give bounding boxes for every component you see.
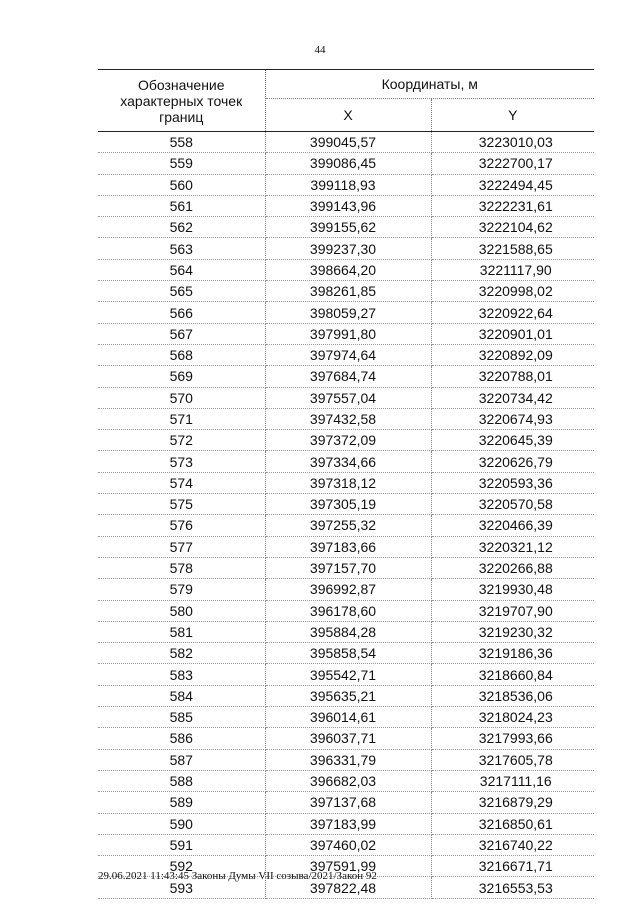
y-cell: 3220466,39: [431, 515, 594, 536]
y-cell: 3219707,90: [431, 600, 594, 621]
point-cell: 580: [98, 600, 265, 621]
coordinates-column-header: Координаты, м: [265, 70, 594, 99]
y-cell: 3220892,09: [431, 344, 594, 365]
point-cell: 590: [98, 813, 265, 834]
table-row: [98, 281, 594, 302]
table-row: [98, 132, 594, 153]
x-cell: 397137,68: [265, 792, 431, 813]
x-cell: 398261,85: [265, 281, 431, 302]
x-cell: 396178,60: [265, 600, 431, 621]
point-cell: 576: [98, 515, 265, 536]
table-row: [98, 643, 594, 664]
x-cell: 397684,74: [265, 366, 431, 387]
point-cell: 587: [98, 749, 265, 770]
x-cell: 399143,96: [265, 195, 431, 216]
x-cell: 397372,09: [265, 430, 431, 451]
table-row: [98, 472, 594, 493]
point-cell: 564: [98, 259, 265, 280]
table-row: [98, 749, 594, 770]
table-row: [98, 621, 594, 642]
point-cell: 593: [98, 877, 265, 898]
x-cell: 395635,21: [265, 685, 431, 706]
y-cell: 3220788,01: [431, 366, 594, 387]
table-row: [98, 664, 594, 685]
table-row: [98, 536, 594, 557]
y-cell: 3218024,23: [431, 707, 594, 728]
y-cell: 3216850,61: [431, 813, 594, 834]
x-cell: 397974,64: [265, 344, 431, 365]
y-cell: 3219186,36: [431, 643, 594, 664]
coordinates-table: [98, 69, 594, 899]
x-cell: 397822,48: [265, 877, 431, 898]
point-cell: 579: [98, 579, 265, 600]
x-cell: 397255,32: [265, 515, 431, 536]
point-cell: 585: [98, 707, 265, 728]
x-cell: 395884,28: [265, 621, 431, 642]
y-cell: 3220321,12: [431, 536, 594, 557]
table-row: [98, 600, 594, 621]
point-cell: 567: [98, 323, 265, 344]
point-cell: 570: [98, 387, 265, 408]
x-cell: 398059,27: [265, 302, 431, 323]
point-cell: 568: [98, 344, 265, 365]
point-cell: 582: [98, 643, 265, 664]
table-row: [98, 579, 594, 600]
point-cell: 569: [98, 366, 265, 387]
x-cell: 395858,54: [265, 643, 431, 664]
x-cell: 397460,02: [265, 834, 431, 855]
x-cell: 397991,80: [265, 323, 431, 344]
y-cell: 3220674,93: [431, 408, 594, 429]
y-cell: 3217111,16: [431, 770, 594, 791]
table-row: [98, 707, 594, 728]
y-column-header: Y: [431, 99, 594, 132]
x-cell: 396682,03: [265, 770, 431, 791]
point-cell: 581: [98, 621, 265, 642]
y-cell: 3217993,66: [431, 728, 594, 749]
x-cell: 396014,61: [265, 707, 431, 728]
x-cell: 396331,79: [265, 749, 431, 770]
table-row: [98, 344, 594, 365]
table-row: [98, 195, 594, 216]
y-cell: 3222700,17: [431, 153, 594, 174]
point-cell: 577: [98, 536, 265, 557]
table-row: [98, 217, 594, 238]
point-cell: 558: [98, 132, 265, 153]
x-cell: 397334,66: [265, 451, 431, 472]
y-cell: 3220998,02: [431, 281, 594, 302]
y-cell: 3217605,78: [431, 749, 594, 770]
footer-stamp: 29.06.2021 11:43:45 Законы Думы VII созыва/2021/Закон 92: [98, 870, 377, 882]
table-row: [98, 259, 594, 280]
table-row: [98, 792, 594, 813]
point-cell: 575: [98, 494, 265, 515]
y-cell: 3221588,65: [431, 238, 594, 259]
point-cell: 561: [98, 195, 265, 216]
y-cell: 3218536,06: [431, 685, 594, 706]
table-row: [98, 174, 594, 195]
point-cell: 572: [98, 430, 265, 451]
table-row: [98, 685, 594, 706]
point-cell: 583: [98, 664, 265, 685]
table-row: [98, 408, 594, 429]
y-cell: 3220266,88: [431, 557, 594, 578]
x-cell: 399086,45: [265, 153, 431, 174]
x-cell: 397591,99: [265, 856, 431, 877]
y-cell: 3220570,58: [431, 494, 594, 515]
table-row: [98, 451, 594, 472]
table-row: [98, 366, 594, 387]
x-cell: 399118,93: [265, 174, 431, 195]
x-cell: 397183,66: [265, 536, 431, 557]
point-cell: 591: [98, 834, 265, 855]
point-cell: 592: [98, 856, 265, 877]
y-cell: 3220626,79: [431, 451, 594, 472]
point-cell: 559: [98, 153, 265, 174]
point-cell: 560: [98, 174, 265, 195]
table-row: [98, 238, 594, 259]
point-cell: 584: [98, 685, 265, 706]
point-cell: 589: [98, 792, 265, 813]
y-cell: 3216553,53: [431, 877, 594, 898]
y-cell: 3216740,22: [431, 834, 594, 855]
y-cell: 3218660,84: [431, 664, 594, 685]
table-row: [98, 153, 594, 174]
point-cell: 574: [98, 472, 265, 493]
y-cell: 3219930,48: [431, 579, 594, 600]
y-cell: 3220734,42: [431, 387, 594, 408]
table-body: [98, 132, 594, 899]
point-cell: 562: [98, 217, 265, 238]
table-row: [98, 557, 594, 578]
y-cell: 3219230,32: [431, 621, 594, 642]
x-cell: 397557,04: [265, 387, 431, 408]
y-cell: 3223010,03: [431, 132, 594, 153]
x-column-header: X: [265, 99, 431, 132]
x-cell: 397183,99: [265, 813, 431, 834]
y-cell: 3222494,45: [431, 174, 594, 195]
table-row: [98, 770, 594, 791]
x-cell: 397318,12: [265, 472, 431, 493]
x-cell: 398664,20: [265, 259, 431, 280]
y-cell: 3220901,01: [431, 323, 594, 344]
x-cell: 399155,62: [265, 217, 431, 238]
point-cell: 571: [98, 408, 265, 429]
table-row: [98, 302, 594, 323]
point-cell: 586: [98, 728, 265, 749]
y-cell: 3216671,71: [431, 856, 594, 877]
table-row: [98, 387, 594, 408]
table-row: [98, 430, 594, 451]
point-cell: 563: [98, 238, 265, 259]
x-cell: 396037,71: [265, 728, 431, 749]
y-cell: 3222231,61: [431, 195, 594, 216]
y-cell: 3216879,29: [431, 792, 594, 813]
y-cell: 3222104,62: [431, 217, 594, 238]
page-number: 44: [314, 44, 326, 56]
point-cell: 578: [98, 557, 265, 578]
table-row: [98, 728, 594, 749]
x-cell: 395542,71: [265, 664, 431, 685]
point-cell: 588: [98, 770, 265, 791]
table-row: [98, 834, 594, 855]
table-row: [98, 813, 594, 834]
table-row: [98, 323, 594, 344]
point-cell: 566: [98, 302, 265, 323]
table-row: [98, 515, 594, 536]
x-cell: 397157,70: [265, 557, 431, 578]
x-cell: 397305,19: [265, 494, 431, 515]
y-cell: 3220593,36: [431, 472, 594, 493]
y-cell: 3220922,64: [431, 302, 594, 323]
point-cell: 565: [98, 281, 265, 302]
x-cell: 399237,30: [265, 238, 431, 259]
x-cell: 399045,57: [265, 132, 431, 153]
point-column-header: Обозначение характерных точек границ: [98, 70, 265, 132]
point-cell: 573: [98, 451, 265, 472]
table-row: [98, 494, 594, 515]
x-cell: 396992,87: [265, 579, 431, 600]
x-cell: 397432,58: [265, 408, 431, 429]
y-cell: 3220645,39: [431, 430, 594, 451]
y-cell: 3221117,90: [431, 259, 594, 280]
